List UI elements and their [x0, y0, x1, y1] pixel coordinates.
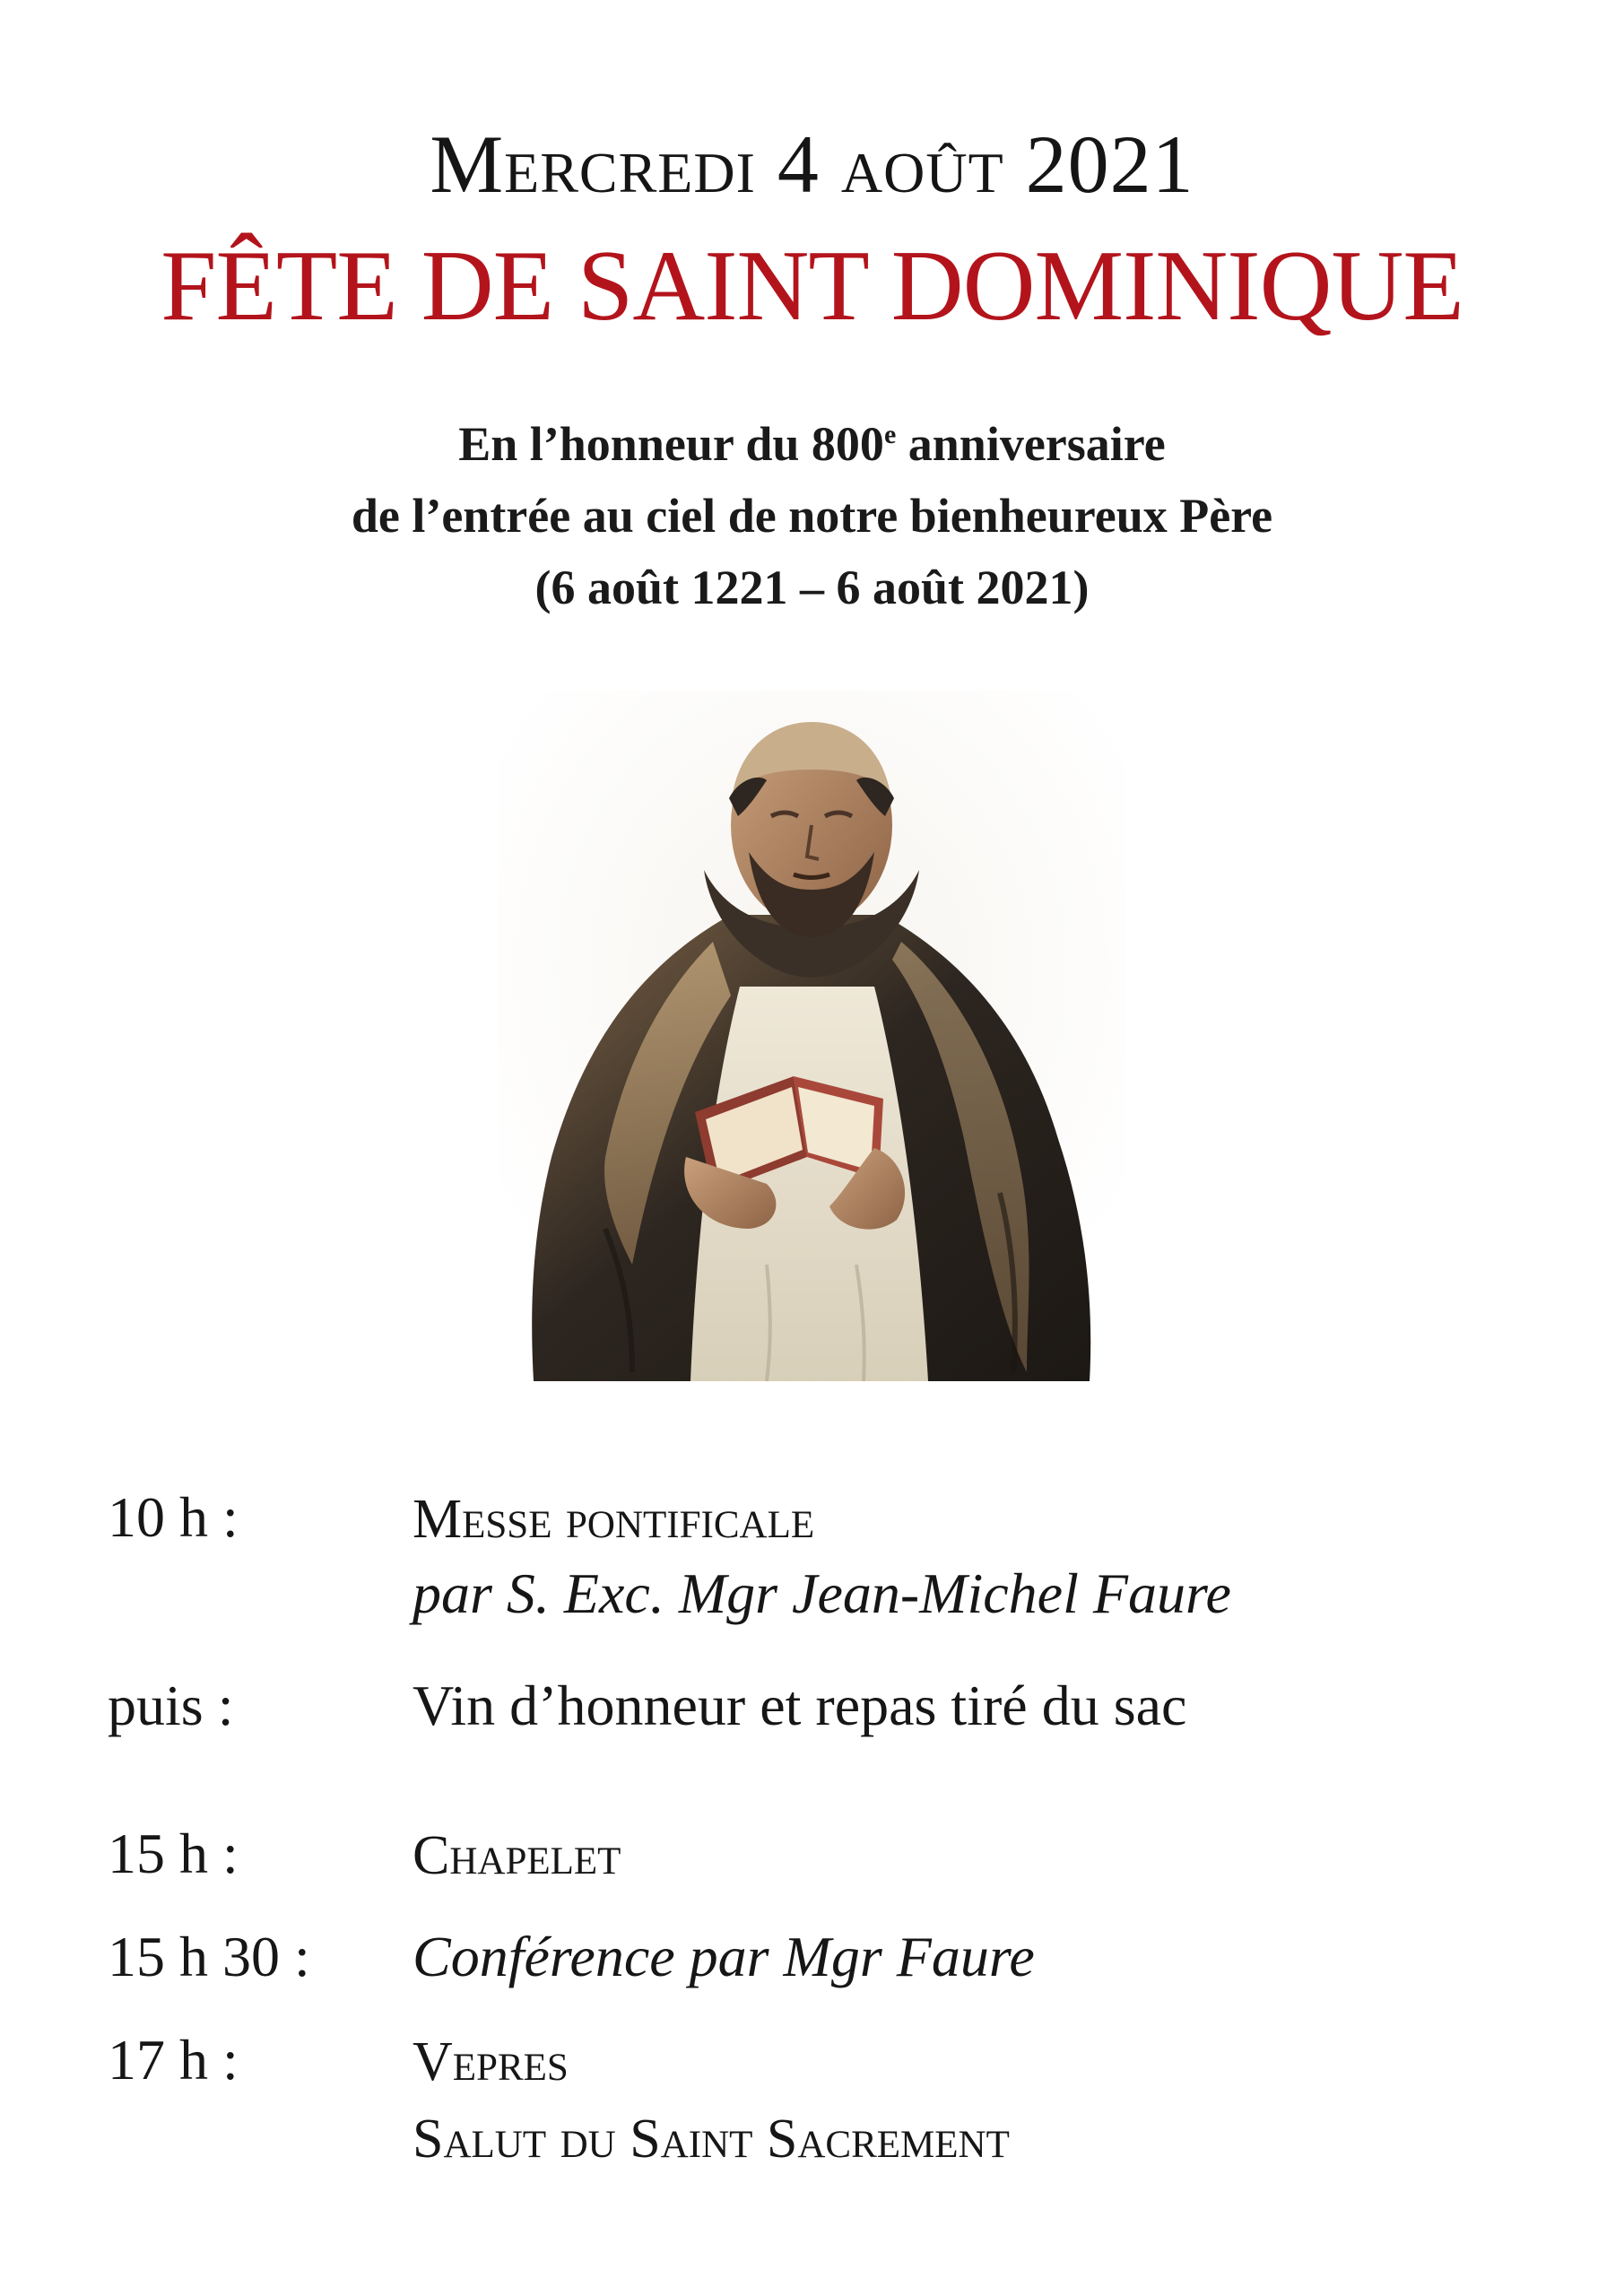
schedule-time: 15 h 30 : — [108, 1925, 310, 1988]
subtitle-line-1: En l’honneur du 800e anniversaire — [458, 417, 1166, 471]
subtitle-line-2: de l’entrée au ciel de notre bienheureux Père — [351, 489, 1273, 543]
event-date: Mercredi 4 août 2021 — [430, 118, 1194, 210]
schedule-detail: par S. Exc. Mgr Jean-Michel Faure — [413, 1561, 1231, 1625]
schedule-title: Conférence par Mgr Faure — [413, 1925, 1035, 1988]
feast-title: FÊTE DE SAINT DOMINIQUE — [161, 230, 1463, 342]
schedule-time: puis : — [108, 1674, 234, 1737]
schedule-title: Vepres — [413, 2031, 569, 2092]
schedule-title: Messe pontificale — [413, 1489, 815, 1550]
schedule-time: 15 h : — [108, 1822, 239, 1885]
schedule-title: Chapelet — [413, 1825, 621, 1886]
schedule-title: Vin d’honneur et repas tiré du sac — [413, 1674, 1187, 1737]
subtitle — [0, 399, 1624, 623]
schedule-time: 17 h : — [108, 2028, 239, 2092]
subtitle-line-3: (6 août 1221 – 6 août 2021) — [534, 561, 1090, 614]
schedule-time: 10 h : — [108, 1485, 239, 1549]
schedule-detail: Salut du Saint Sacrement — [413, 2109, 1010, 2170]
statue-icon — [498, 691, 1125, 1390]
